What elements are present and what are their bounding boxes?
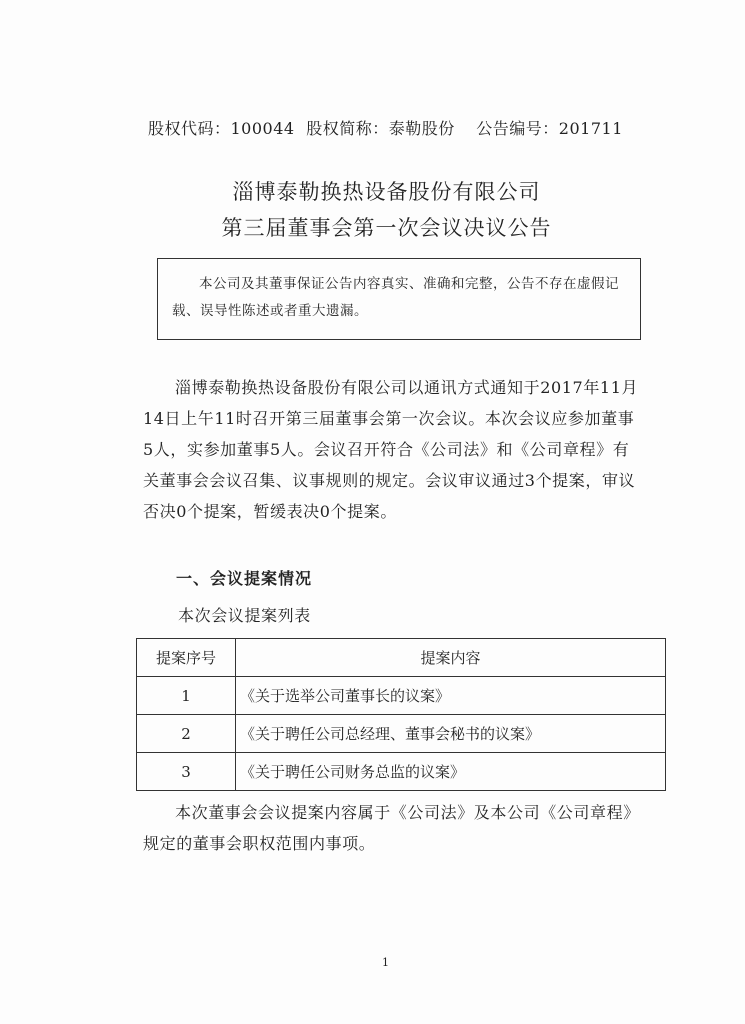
header-proposal-number: 提案序号 [137, 639, 236, 677]
table-caption: 本次会议提案列表 [178, 606, 311, 625]
header-proposal-content: 提案内容 [236, 639, 666, 677]
announcement-title: 第三届董事会第一次会议决议公告 [221, 216, 552, 240]
section-heading-proposals: 一、会议提案情况 [176, 569, 313, 588]
meeting-summary-paragraph: 淄博泰勒换热设备股份有限公司以通讯方式通知于2017年11月14日上午11时召开第三届董事会第一次会议。本次会议应参加董事5人，实参加董事5人。会议召开符合《公司法》和《公司章程》有关董事会会议召集、议事规则的规定。会议审议通过3个提案，审议否决0个提案，暂缓表决0个提案。 [143, 378, 639, 521]
table-row [137, 677, 666, 715]
proposal-content: 《关于聘任公司财务总监的议案》 [236, 753, 666, 791]
page-number: 1 [382, 956, 389, 969]
disclaimer-box: 本公司及其董事保证公告内容真实、准确和完整，公告不存在虚假记载、误导性陈述或者重大遗漏。 [157, 258, 641, 340]
proposal-content: 《关于聘任公司总经理、董事会秘书的议案》 [236, 715, 666, 753]
proposal-scope-paragraph: 本次董事会会议提案内容属于《公司法》及本公司《公司章程》规定的董事会职权范围内事项。 [143, 803, 640, 853]
proposal-number: 1 [137, 677, 236, 715]
company-name-title: 淄博泰勒换热设备股份有限公司 [232, 180, 541, 204]
stock-name: 股权简称：泰勒股份 [306, 119, 455, 138]
table-header-row [137, 639, 666, 677]
stock-code: 股权代码：100044 [148, 119, 295, 138]
proposal-content: 《关于选举公司董事长的议案》 [236, 677, 666, 715]
table-row [137, 753, 666, 791]
table-row [137, 715, 666, 753]
proposal-number: 3 [137, 753, 236, 791]
stock-info-line [148, 116, 629, 139]
proposals-table [136, 638, 666, 791]
proposal-number: 2 [137, 715, 236, 753]
announcement-number: 公告编号：201711 [476, 119, 623, 138]
